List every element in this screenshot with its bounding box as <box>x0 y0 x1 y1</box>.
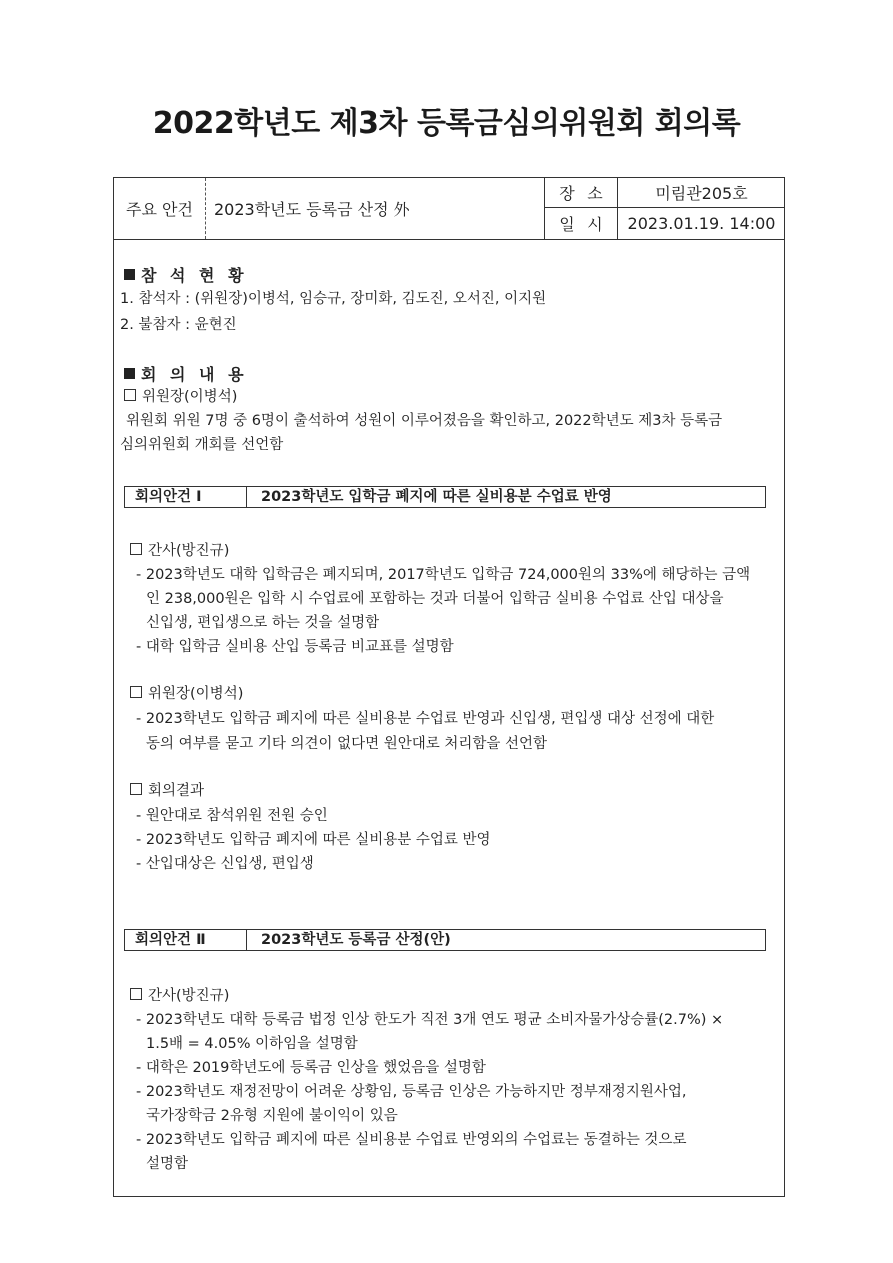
agenda-2-label: 회의안건 Ⅱ <box>125 930 247 950</box>
agenda-1-result-line-2: - 2023학년도 입학금 폐지에 따른 실비용분 수업료 반영 <box>136 832 491 848</box>
agenda-1-label: 회의안건 Ⅰ <box>125 487 247 507</box>
date-label-a: 일 <box>559 215 575 234</box>
checkbox-icon <box>124 389 136 401</box>
checkbox-icon <box>130 686 142 698</box>
chair-line-1: 위원회 위원 7명 중 6명이 출석하여 성원이 이루어졌음을 확인하고, 2022학년도 제3차 등록금 <box>126 413 723 429</box>
agenda-2-line-2: 1.5배 = 4.05% 이하임을 설명함 <box>146 1036 358 1052</box>
checkbox-icon <box>130 988 142 1000</box>
agenda-1-chair-label: 위원장(이병석) <box>130 684 243 704</box>
agenda-2-line-1: - 2023학년도 대학 등록금 법정 인상 한도가 직전 3개 연도 평균 소비자물가상승률(2.7%) × <box>136 1012 724 1028</box>
agenda-1-title: 2023학년도 입학금 폐지에 따른 실비용분 수업료 반영 <box>261 489 612 505</box>
date-label <box>544 208 618 239</box>
place-value: 미림관205호 <box>618 178 785 208</box>
agenda-1-secretary-label: 간사(방진규) <box>130 541 229 561</box>
agenda-1-result-line-1: - 원안대로 참석위원 전원 승인 <box>136 808 328 824</box>
document-title: 2022학년도 제3차 등록금심의위원회 회의록 <box>152 106 741 141</box>
place-label <box>544 178 618 208</box>
agenda-1-chair-line-1: - 2023학년도 입학금 폐지에 따른 실비용분 수업료 반영과 신입생, 편입생 대상 선정에 대한 <box>136 711 715 727</box>
agenda-2-line-7: 설명함 <box>146 1156 189 1172</box>
agenda-value: 2023학년도 등록금 산정 外 <box>214 200 410 219</box>
place-label-b: 소 <box>587 184 603 203</box>
attendees-line: 1. 참석자 : (위원장)이병석, 임승규, 장미화, 김도진, 오서진, 이지원 <box>120 291 547 307</box>
square-bullet-icon <box>124 368 135 379</box>
agenda-1-sec-line-1: - 2023학년도 대학 입학금은 폐지되며, 2017학년도 입학금 724,000원의 33%에 해당하는 금액 <box>136 567 751 583</box>
checkbox-icon <box>130 543 142 555</box>
agenda-1-sec-line-2: 인 238,000원은 입학 시 수업료에 포함하는 것과 더불어 입학금 실비용 수업료 산입 대상을 <box>146 591 724 607</box>
agenda-2-secretary-label: 간사(방진규) <box>130 986 229 1006</box>
agenda-2-box <box>124 929 766 951</box>
square-bullet-icon <box>124 269 135 280</box>
agenda-label: 주요 안건 <box>114 178 206 239</box>
place-label-a: 장 <box>559 184 575 203</box>
chair-line-2: 심의위원회 개회를 선언함 <box>120 437 284 453</box>
header-table <box>114 178 784 240</box>
agenda-2-title: 2023학년도 등록금 산정(안) <box>261 932 451 948</box>
date-value: 2023.01.19. 14:00 <box>627 214 776 233</box>
chair-label: 위원장(이병석) <box>124 387 237 407</box>
content-heading: 회 의 내 용 <box>124 362 248 385</box>
agenda-2-line-6: - 2023학년도 입학금 폐지에 따른 실비용분 수업료 반영외의 수업료는 동결하는 것으로 <box>136 1132 687 1148</box>
agenda-1-result-line-3: - 산입대상은 신입생, 편입생 <box>136 856 314 872</box>
date-label-b: 시 <box>587 215 603 234</box>
absentees-line: 2. 불참자 : 윤현진 <box>120 317 237 333</box>
agenda-2-line-5: 국가장학금 2유형 지원에 불이익이 있음 <box>146 1108 398 1124</box>
agenda-1-sec-line-3: 신입생, 편입생으로 하는 것을 설명함 <box>146 615 380 631</box>
agenda-1-box <box>124 486 766 508</box>
attendance-heading: 참 석 현 황 <box>124 263 248 286</box>
agenda-1-chair-line-2: 동의 여부를 묻고 기타 의견이 없다면 원안대로 처리함을 선언함 <box>146 736 548 752</box>
agenda-2-line-4: - 2023학년도 재정전망이 어려운 상황임, 등록금 인상은 가능하지만 정부재정지원사업, <box>136 1084 687 1100</box>
agenda-1-sec-line-4: - 대학 입학금 실비용 산입 등록금 비교표를 설명함 <box>136 639 454 655</box>
minutes-frame <box>113 177 785 1197</box>
agenda-1-result-label: 회의결과 <box>130 781 204 801</box>
agenda-2-line-3: - 대학은 2019학년도에 등록금 인상을 했었음을 설명함 <box>136 1060 486 1076</box>
checkbox-icon <box>130 783 142 795</box>
